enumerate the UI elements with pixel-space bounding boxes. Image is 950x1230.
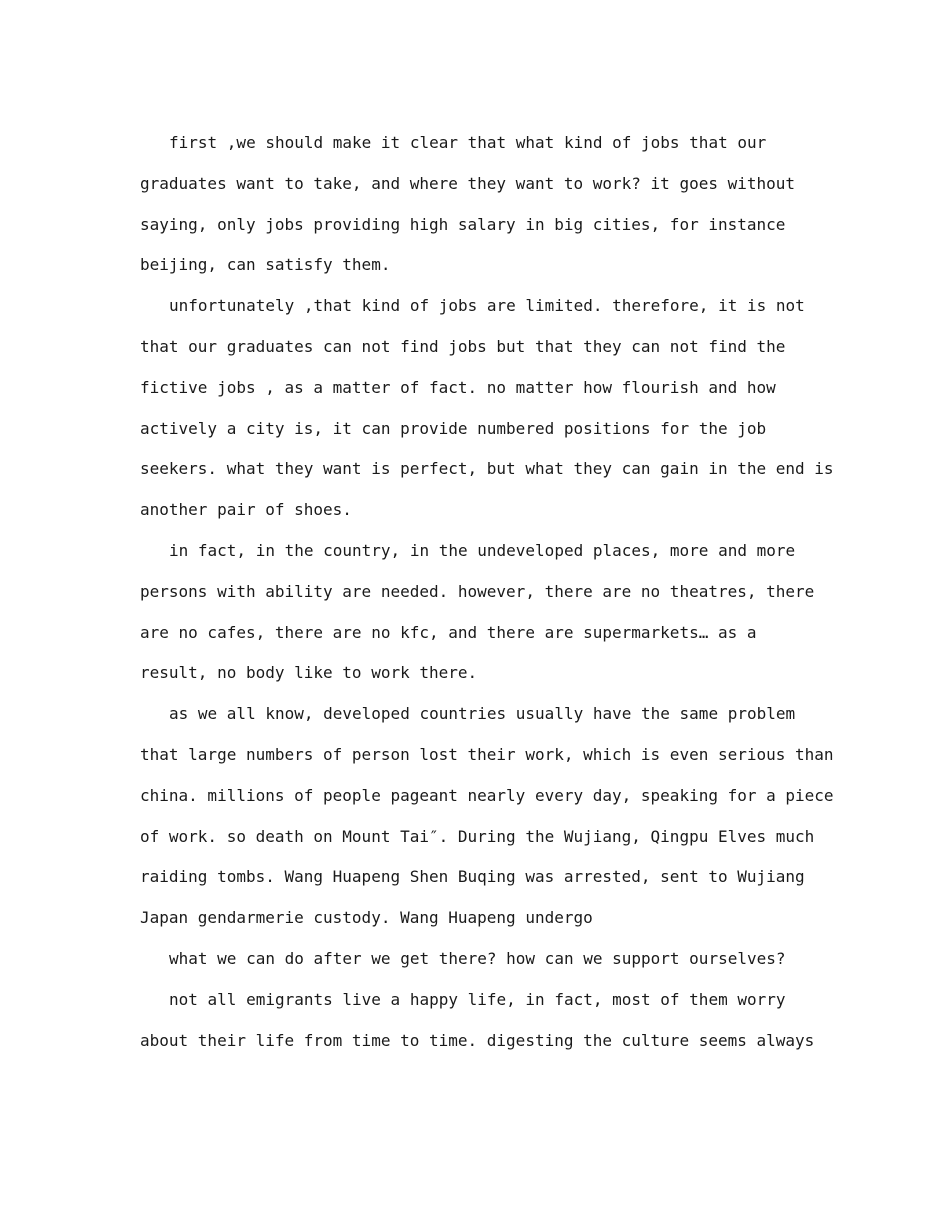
text-line: Japan gendarmerie custody. Wang Huapeng undergo — [140, 908, 593, 928]
text-line: are no cafes, there are no kfc, and there are supermarkets… as a — [140, 622, 757, 642]
text-line: about their life from time to time. digesting the culture seems always — [140, 1030, 815, 1050]
text-line: china. millions of people pageant nearly every day, speaking for a piece — [140, 785, 834, 805]
text-line: fictive jobs , as a matter of fact. no matter how flourish and how — [140, 377, 776, 397]
text-line: first ,we should make it clear that what kind of jobs that our — [169, 133, 767, 152]
document-body — [140, 123, 834, 1061]
text-line: result, no body like to work there. — [140, 663, 478, 683]
text-line: not all emigrants live a happy life, in fact, most of them worry — [169, 989, 786, 1009]
text-line: of work. so death on Mount Tai″. During the Wujiang, Qingpu Elves much — [140, 826, 815, 846]
text-line: that large numbers of person lost their work, which is even serious than — [140, 744, 834, 764]
text-line: that our graduates can not find jobs but that they can not find the — [140, 336, 786, 356]
text-line: as we all know, developed countries usually have the same problem — [169, 704, 796, 724]
text-line: seekers. what they want is perfect, but what they can gain in the end is — [140, 459, 834, 479]
text-line: unfortunately ,that kind of jobs are limited. therefore, it is not — [169, 296, 805, 316]
text-line: actively a city is, it can provide numbered positions for the job — [140, 418, 767, 438]
text-line: what we can do after we get there? how can we support ourselves? — [169, 948, 786, 968]
text-line: graduates want to take, and where they want to work? it goes without — [140, 173, 796, 193]
text-line: saying, only jobs providing high salary in big cities, for instance — [140, 214, 786, 234]
text-line: another pair of shoes. — [140, 500, 352, 520]
text-line: persons with ability are needed. however, there are no theatres, there — [140, 581, 815, 601]
text-line: beijing, can satisfy them. — [140, 255, 391, 275]
text-line: in fact, in the country, in the undeveloped places, more and more — [169, 540, 796, 560]
text-line: raiding tombs. Wang Huapeng Shen Buqing was arrested, sent to Wujiang — [140, 867, 805, 887]
